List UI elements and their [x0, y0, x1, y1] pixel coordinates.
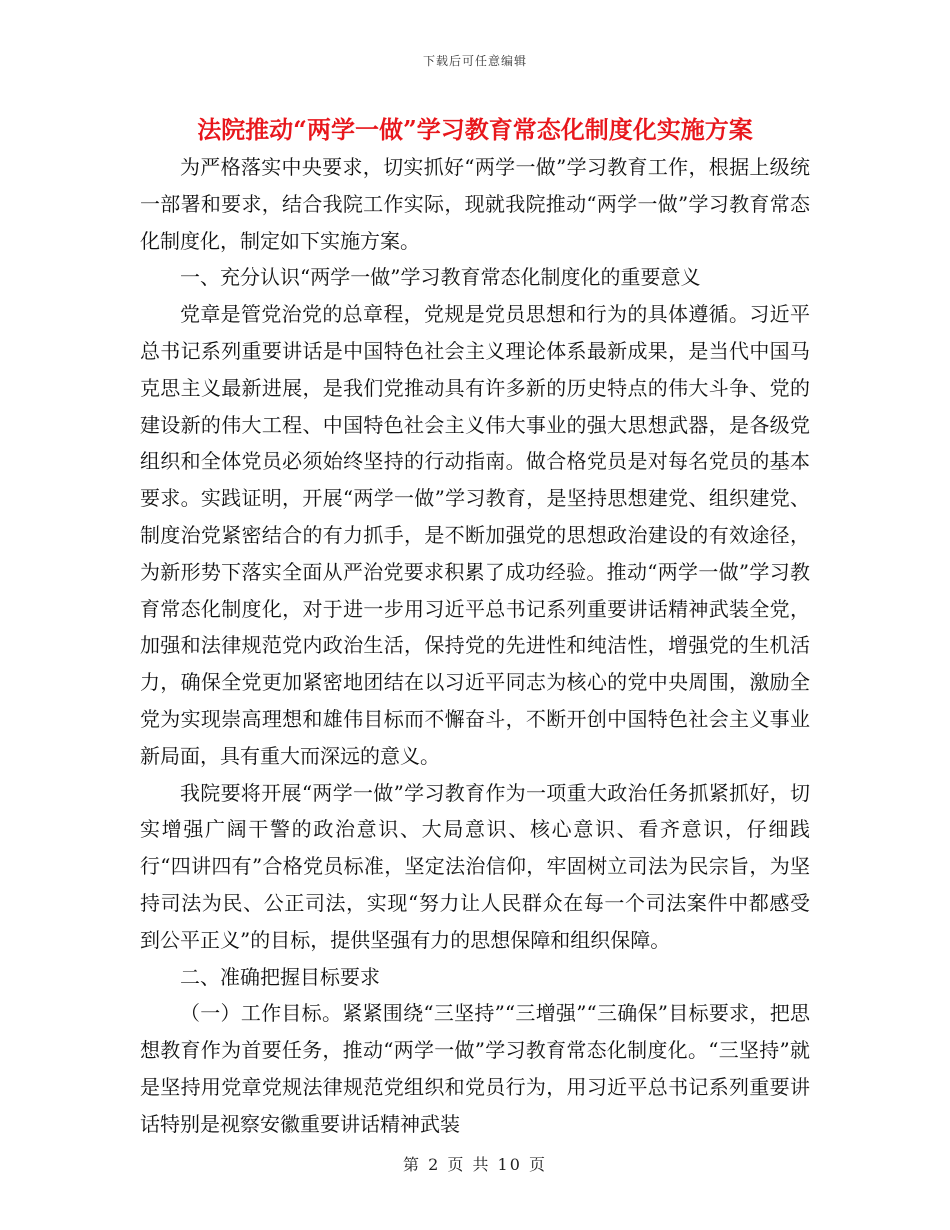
paragraph-court-task: 我院要将开展“两学一做”学习教育作为一项重大政治任务抓紧抓好，切实增强广阔干警的政治意识、大局意识、核心意识、看齐意识，仔细践行“四讲四有”合格党员标准，坚定法治信仰，牢固树立司法为民宗旨，为坚持司法为民、公正司法，实现“努力让人民群众在每一个司法案件中都感受到公平正义”的目标，提供坚强有力的思想保障和组织保障。: [140, 780, 810, 952]
page-number-footer: 第 2 页 共 10 页: [403, 1155, 547, 1174]
section-heading-1: 一、充分认识“两学一做”学习教育常态化制度化的重要意义: [180, 265, 701, 290]
document-title: 法院推动“两学一做”学习教育常态化制度化实施方案: [197, 115, 753, 144]
paragraph-work-goal: （一）工作目标。紧紧围绕“三坚持”“三增强”“三确保”目标要求，把思想教育作为首要任务，推动“两学一做”学习教育常态化制度化。“三坚持”就是坚持用党章党规法律规范党组织和党员行为，用习近平总书记系列重要讲话特别是视察安徽重要讲话精神武装: [140, 1001, 810, 1136]
document-body: [140, 149, 810, 1143]
section-heading-2: 二、准确把握目标要求: [180, 964, 380, 989]
paragraph-intro: 为严格落实中央要求，切实抓好“两学一做”学习教育工作，根据上级统一部署和要求，结合我院工作实际，现就我院推动“两学一做”学习教育常态化制度化，制定如下实施方案。: [140, 155, 810, 253]
header-note: 下载后可任意编辑: [422, 54, 527, 68]
paragraph-significance: 党章是管党治党的总章程，党规是党员思想和行为的具体遵循。习近平总书记系列重要讲话是中国特色社会主义理论体系最新成果，是当代中国马克思主义最新进展，是我们党推动具有许多新的历史特点的伟大斗争、党的建设新的伟大工程、中国特色社会主义伟大事业的强大思想武器，是各级党组织和全体党员必须始终坚持的行动指南。做合格党员是对每名党员的基本要求。实践证明，开展“两学一做”学习教育，是坚持思想建党、组织建党、制度治党紧密结合的有力抓手，是不断加强党的思想政治建设的有效途径，为新形势下落实全面从严治党要求积累了成功经验。推动“两学一做”学习教育常态化制度化，对于进一步用习近平总书记系列重要讲话精神武装全党，加强和法律规范党内政治生活，保持党的先进性和纯洁性，增强党的生机活力，确保全党更加紧密地团结在以习近平同志为核心的党中央周围，激励全党为实现崇高理想和雄伟目标而不懈奋斗，不断开创中国特色社会主义事业新局面，具有重大而深远的意义。: [140, 302, 810, 768]
